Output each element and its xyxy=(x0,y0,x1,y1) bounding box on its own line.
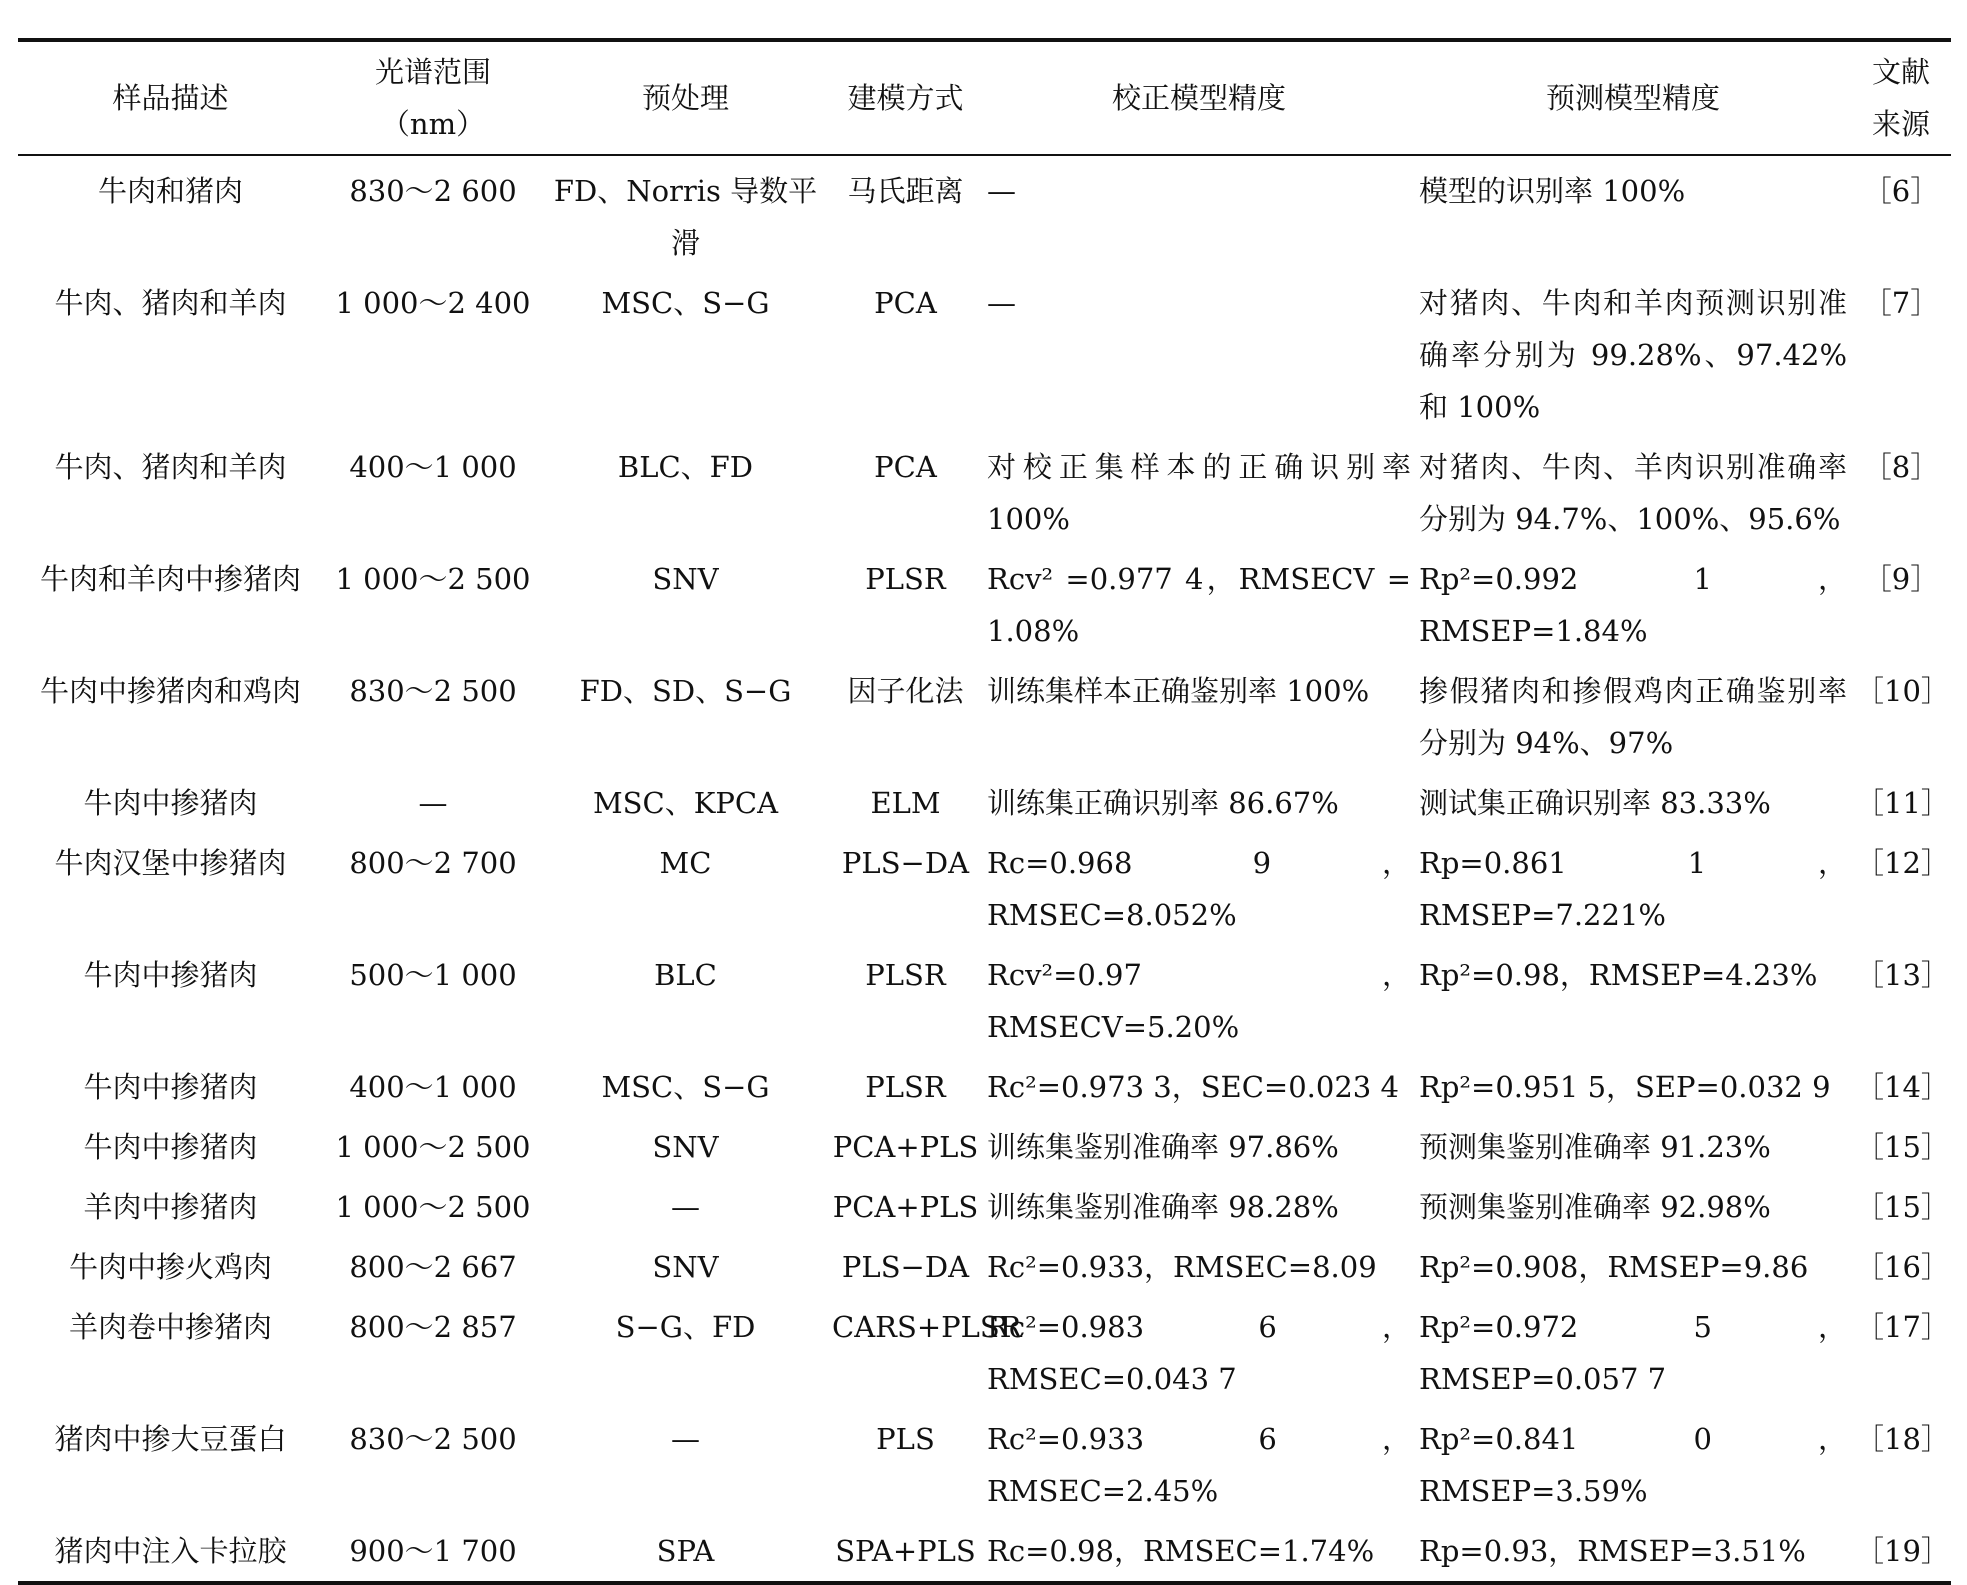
cell-spectral-range: 800～2 857 xyxy=(349,1310,517,1344)
cell-preprocessing: MSC、S−G xyxy=(601,1070,770,1104)
cell-prediction-accuracy: Rp²=0.972 5，RMSEP=0.057 7 xyxy=(1419,1310,1847,1396)
header-preprocessing: 预处理 xyxy=(641,81,729,115)
cell-calibration-accuracy: Rc²=0.973 3，SEC=0.023 4 xyxy=(987,1070,1399,1104)
cell-spectral-range: 400～1 000 xyxy=(349,450,517,484)
cell-preprocessing: SPA xyxy=(656,1534,715,1568)
cell-spectral-range: 1 000～2 500 xyxy=(335,1190,531,1224)
cell-modeling-method: PLS−DA xyxy=(841,846,970,880)
cell-modeling-method: 马氏距离 xyxy=(847,174,964,208)
cell-preprocessing: SNV xyxy=(652,562,719,596)
cell-reference: ［14］ xyxy=(1855,1070,1950,1104)
header-range-line1: 光谱范围 xyxy=(374,55,491,89)
cell-modeling-method: 因子化法 xyxy=(847,674,964,708)
table-row xyxy=(18,1177,1951,1237)
cell-calibration-accuracy: Rc²=0.983 6，RMSEC=0.043 7 xyxy=(987,1310,1411,1396)
cell-prediction-accuracy: 对猪肉、牛肉和羊肉预测识别准确率分别为 99.28%、97.42%和 100% xyxy=(1419,286,1847,424)
cell-reference: ［18］ xyxy=(1855,1422,1950,1456)
cell-calibration-accuracy: — xyxy=(987,286,1016,320)
header-sample: 样品描述 xyxy=(112,81,229,115)
cell-preprocessing: FD、SD、S−G xyxy=(579,674,792,708)
table-row xyxy=(18,155,1951,273)
cell-spectral-range: 400～1 000 xyxy=(349,1070,517,1104)
cell-preprocessing: FD、Norris 导数平滑 xyxy=(553,174,818,260)
cell-calibration-accuracy: 训练集鉴别准确率 97.86% xyxy=(987,1130,1339,1164)
cell-calibration-accuracy: Rc²=0.933 6，RMSEC=2.45% xyxy=(987,1422,1411,1508)
cell-sample: 牛肉中掺猪肉 xyxy=(83,1070,258,1104)
cell-preprocessing: SNV xyxy=(652,1130,719,1164)
cell-reference: ［6］ xyxy=(1862,174,1940,208)
cell-spectral-range: 800～2 700 xyxy=(349,846,517,880)
table-row xyxy=(18,273,1951,437)
cell-sample: 牛肉、猪肉和羊肉 xyxy=(54,450,287,484)
cell-modeling-method: PCA xyxy=(874,286,937,320)
cell-spectral-range: — xyxy=(418,786,448,820)
header-ref-line1: 文献 xyxy=(1871,55,1930,89)
table-row xyxy=(18,1237,1951,1297)
header-ref-line2: 来源 xyxy=(1871,107,1930,141)
header-range-line2: （nm） xyxy=(380,107,486,141)
table-row xyxy=(18,1057,1951,1117)
table-row xyxy=(18,945,1951,1057)
cell-modeling-method: SPA+PLS xyxy=(835,1534,976,1568)
table-header xyxy=(18,40,1951,155)
cell-preprocessing: — xyxy=(671,1422,700,1456)
cell-sample: 牛肉中掺火鸡肉 xyxy=(68,1250,272,1284)
cell-reference: ［12］ xyxy=(1855,846,1950,880)
cell-modeling-method: ELM xyxy=(870,786,941,820)
cell-prediction-accuracy: 测试集正确识别率 83.33% xyxy=(1419,786,1771,820)
cell-sample: 牛肉中掺猪肉 xyxy=(83,1130,258,1164)
table-row xyxy=(18,661,1951,773)
cell-preprocessing: BLC xyxy=(654,958,717,992)
cell-modeling-method: PLSR xyxy=(865,1070,946,1104)
cell-sample: 羊肉卷中掺猪肉 xyxy=(68,1310,272,1344)
cell-reference: ［15］ xyxy=(1855,1190,1950,1224)
cell-sample: 牛肉和羊肉中掺猪肉 xyxy=(39,562,301,596)
cell-sample: 牛肉和猪肉 xyxy=(97,174,243,208)
cell-prediction-accuracy: 预测集鉴别准确率 91.23% xyxy=(1419,1130,1771,1164)
cell-prediction-accuracy: 掺假猪肉和掺假鸡肉正确鉴别率分别为 94%、97% xyxy=(1419,674,1847,760)
cell-sample: 猪肉中掺大豆蛋白 xyxy=(54,1422,287,1456)
cell-prediction-accuracy: Rp²=0.841 0，RMSEP=3.59% xyxy=(1419,1422,1847,1508)
cell-prediction-accuracy: Rp²=0.992 1，RMSEP=1.84% xyxy=(1419,562,1847,648)
cell-calibration-accuracy: 训练集样本正确鉴别率 100% xyxy=(987,674,1370,708)
cell-spectral-range: 1 000～2 400 xyxy=(335,286,531,320)
literature-table-container xyxy=(18,38,1951,1585)
table-row xyxy=(18,1521,1951,1583)
cell-calibration-accuracy: 训练集正确识别率 86.67% xyxy=(987,786,1339,820)
cell-reference: ［7］ xyxy=(1862,286,1940,320)
cell-prediction-accuracy: 模型的识别率 100% xyxy=(1419,174,1686,208)
cell-sample: 猪肉中注入卡拉胶 xyxy=(54,1534,287,1568)
cell-calibration-accuracy: 对校正集样本的正确识别率 100% xyxy=(987,450,1411,536)
cell-reference: ［8］ xyxy=(1862,450,1940,484)
table-row xyxy=(18,549,1951,661)
header-row xyxy=(18,40,1951,155)
cell-spectral-range: 900～1 700 xyxy=(349,1534,517,1568)
cell-sample: 牛肉中掺猪肉和鸡肉 xyxy=(39,674,301,708)
table-row xyxy=(18,437,1951,549)
cell-preprocessing: MSC、S−G xyxy=(601,286,770,320)
cell-spectral-range: 1 000～2 500 xyxy=(335,1130,531,1164)
header-modeling-method: 建模方式 xyxy=(847,81,964,115)
cell-spectral-range: 830～2 500 xyxy=(349,674,517,708)
cell-spectral-range: 830～2 500 xyxy=(349,1422,517,1456)
cell-reference: ［10］ xyxy=(1855,674,1950,708)
cell-preprocessing: MC xyxy=(659,846,712,880)
cell-calibration-accuracy: Rc=0.968 9，RMSEC=8.052% xyxy=(987,846,1411,932)
cell-reference: ［9］ xyxy=(1862,562,1940,596)
header-reference xyxy=(1851,40,1951,155)
cell-prediction-accuracy: Rp=0.861 1，RMSEP=7.221% xyxy=(1419,846,1847,932)
cell-prediction-accuracy: Rp²=0.908，RMSEP=9.86 xyxy=(1419,1250,1809,1284)
cell-modeling-method: PLS xyxy=(876,1422,935,1456)
cell-preprocessing: S−G、FD xyxy=(615,1310,756,1344)
cell-prediction-accuracy: 预测集鉴别准确率 92.98% xyxy=(1419,1190,1771,1224)
cell-reference: ［15］ xyxy=(1855,1130,1950,1164)
header-prediction-accuracy: 预测模型精度 xyxy=(1545,81,1720,115)
cell-reference: ［13］ xyxy=(1855,958,1950,992)
cell-prediction-accuracy: 对猪肉、牛肉、羊肉识别准确率分别为 94.7%、100%、95.6% xyxy=(1419,450,1847,536)
cell-sample: 牛肉汉堡中掺猪肉 xyxy=(54,846,287,880)
cell-spectral-range: 500～1 000 xyxy=(349,958,517,992)
cell-modeling-method: PLSR xyxy=(865,958,946,992)
cell-modeling-method: PLSR xyxy=(865,562,946,596)
header-calibration-accuracy: 校正模型精度 xyxy=(1111,81,1286,115)
cell-sample: 牛肉、猪肉和羊肉 xyxy=(54,286,287,320)
cell-reference: ［11］ xyxy=(1855,786,1950,820)
cell-calibration-accuracy: 训练集鉴别准确率 98.28% xyxy=(987,1190,1339,1224)
table-body xyxy=(18,155,1951,1583)
cell-sample: 羊肉中掺猪肉 xyxy=(83,1190,258,1224)
cell-sample: 牛肉中掺猪肉 xyxy=(83,786,258,820)
cell-modeling-method: PCA xyxy=(874,450,937,484)
cell-preprocessing: MSC、KPCA xyxy=(592,786,779,820)
cell-modeling-method: CARS+PLSR xyxy=(832,1310,1022,1344)
cell-prediction-accuracy: Rp²=0.98，RMSEP=4.23% xyxy=(1419,958,1818,992)
cell-reference: ［19］ xyxy=(1855,1534,1950,1568)
table-row xyxy=(18,833,1951,945)
cell-calibration-accuracy: Rc²=0.933，RMSEC=8.09 xyxy=(987,1250,1377,1284)
table-row xyxy=(18,1117,1951,1177)
cell-calibration-accuracy: Rcv² =0.977 4，RMSECV = 1.08% xyxy=(987,562,1411,648)
cell-reference: ［17］ xyxy=(1855,1310,1950,1344)
cell-preprocessing: — xyxy=(671,1190,700,1224)
cell-calibration-accuracy: — xyxy=(987,174,1016,208)
cell-modeling-method: PLS−DA xyxy=(841,1250,970,1284)
cell-prediction-accuracy: Rp²=0.951 5，SEP=0.032 9 xyxy=(1419,1070,1831,1104)
literature-table xyxy=(18,38,1951,1585)
cell-preprocessing: SNV xyxy=(652,1250,719,1284)
cell-modeling-method: PCA+PLS xyxy=(832,1130,979,1164)
cell-preprocessing: BLC、FD xyxy=(617,450,754,484)
table-row xyxy=(18,1297,1951,1409)
cell-spectral-range: 800～2 667 xyxy=(349,1250,517,1284)
cell-sample: 牛肉中掺猪肉 xyxy=(83,958,258,992)
cell-calibration-accuracy: Rcv²=0.97，RMSECV=5.20% xyxy=(987,958,1411,1044)
cell-prediction-accuracy: Rp=0.93，RMSEP=3.51% xyxy=(1419,1534,1806,1568)
cell-calibration-accuracy: Rc=0.98，RMSEC=1.74% xyxy=(987,1534,1375,1568)
cell-modeling-method: PCA+PLS xyxy=(832,1190,979,1224)
table-row xyxy=(18,773,1951,833)
cell-spectral-range: 830～2 600 xyxy=(349,174,517,208)
cell-spectral-range: 1 000～2 500 xyxy=(335,562,531,596)
table-row xyxy=(18,1409,1951,1521)
header-spectral-range xyxy=(323,40,543,155)
cell-reference: ［16］ xyxy=(1855,1250,1950,1284)
